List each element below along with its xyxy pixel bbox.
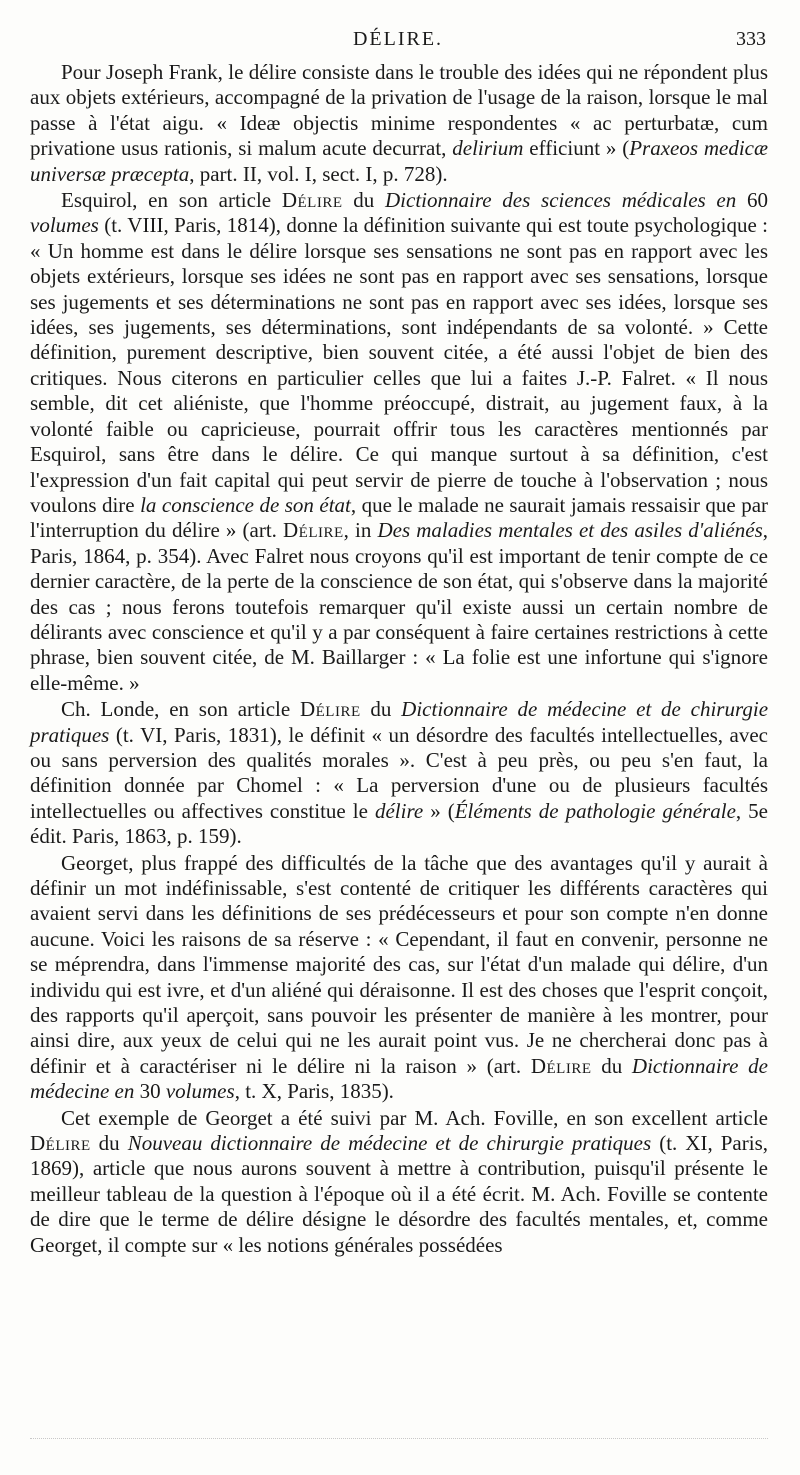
italic-title: Des maladies mentales et des asiles d'aliénés [377, 518, 763, 543]
italic-title: la conscience de son état [140, 492, 351, 517]
text-run: 30 [134, 1079, 166, 1104]
text-run: du [342, 188, 385, 213]
page-number: 333 [736, 28, 766, 50]
text-run: (t. XI, Paris, 1869), article que nous aurons souvent à mettre à contribution, puisqu'il présente le meilleur tableau de la question à l'époque où il a été écrit. M. Ach. Foville se contente de dire que le terme de délire désigne le désordre des facultés mentales, et, comme Georget, il compte sur « les notions générales possédées [30, 1131, 768, 1257]
body-text [30, 60, 768, 1259]
running-head [30, 28, 766, 58]
text-run: du [591, 1053, 632, 1078]
italic-title: Éléments de pathologie générale [454, 798, 736, 823]
paragraph-foville [30, 1106, 768, 1258]
italic-title: Nouveau dictionnaire de médecine et de chirurgie pratiques [127, 1131, 652, 1156]
text-run: (t. VI, Paris, 1831), le définit « un désordre des facultés intellectuelles, avec ou sans perversion des qualités morales ». C'est à peu près, ou peu s'en faut, la définition donnée par Chomel : « La perversion d'une ou de plusieurs facultés intellectuelles ou affectives constitue le [30, 722, 768, 823]
text-run: Ch. Londe, en son article [61, 697, 300, 722]
text-run: , in [343, 518, 378, 543]
paragraph-londe [30, 697, 768, 849]
text-run: , Paris, 1864, p. 354). Avec Falret nous croyons qu'il est important de tenir compte de ce dernier caractère, de la perte de la conscience de son état, qui s'observe dans la majorité des cas ; nous ferons toutefois remarquer qu'il existe aussi un certain nombre de délirants avec conscience et qu'il y a par conséquent à faire certaines restrictions à cette phrase, bien souvent citée, de M. Baillarger : « La folie est une infortune qui s'ignore elle-même. » [30, 518, 768, 695]
text-run: Pour Joseph Frank, le délire consiste dans le trouble des idées qui ne répondent plus aux objets extérieurs, accompagné de la privation de l'usage de la raison, lorsque le mal passe à l'état aigu. « Ideæ objectis minime respondentes « ac perturbatæ, cum privatione usus rationis, si malum acute decurrat, [30, 60, 768, 161]
paragraph-esquirol [30, 188, 768, 696]
italic-title: délire [374, 798, 424, 823]
text-run: efficiunt » ( [523, 136, 630, 161]
text-run: , part. II, vol. I, sect. I, p. 728). [189, 161, 448, 186]
text-run: du [360, 697, 402, 722]
text-run: du [90, 1131, 128, 1156]
text-run: Esquirol, en son article [61, 188, 282, 213]
small-caps-term: Délire [299, 697, 361, 722]
italic-title: Dictionnaire de médecine en [30, 1053, 768, 1104]
italic-title: volumes [165, 1079, 235, 1104]
page-header-title: DÉLIRE. [352, 28, 444, 50]
small-caps-term: Délire [283, 518, 344, 543]
text-run: » ( [423, 798, 455, 823]
italic-title: delirium [452, 136, 524, 161]
text-run: , que le malade ne saurait jamais ressaisir que par l'interruption du délire » (art. [30, 492, 769, 543]
italic-title: Praxeos medicæ universæ præcepta [30, 136, 769, 186]
text-run: 60 [736, 188, 769, 213]
small-caps-term: Délire [530, 1053, 592, 1078]
paragraph-georget [30, 851, 768, 1105]
text-run: (t. VIII, Paris, 1814), donne la définition suivante qui est toute psychologique : « Un homme est dans le délire lorsque ses sensations ne sont pas en rapport avec les objets extérieurs, lorsque ses idées ne sont pas en rapport avec ses sensations, lorsque ses jugements et ses déterminations ne sont pas en rapport avec ses idées, lorsque ses idées, ses jugements, ses déterminations, sont indépendants de sa volonté. » Cette définition, purement descriptive, bien souvent citée, a été aussi l'objet de bien des critiques. Nous citerons en particulier celles que lui a faites J.-P. Falret. « Il nous semble, dit cet aliéniste, que l'homme préoccupé, distrait, au jugement faux, à la volonté faible ou capricieuse, pourrait offrir tous les caractères mentionnés par Esquirol, sans être dans le délire. Ce qui manque surtout à sa définition, c'est l'expression d'un fait capital qui peut servir de pierre de touche à l'observation ; nous voulons dire [30, 213, 768, 517]
text-run: , 5e édit. Paris, 1863, p. 159). [30, 798, 768, 849]
italic-title: volumes [30, 213, 99, 238]
text-run: , t. X, Paris, 1835). [234, 1079, 394, 1104]
small-caps-term: Délire [281, 188, 343, 213]
text-run: Cet exemple de Georget a été suivi par M. Ach. Foville, en son excellent article [61, 1105, 768, 1130]
text-run: Georget, plus frappé des difficultés de la tâche que des avantages qu'il y aurait à définir un mot indéfinissable, s'est contenté de critiquer les différents caractères qui avaient servi dans les définitions de ses prédécesseurs et pour son compte n'en donne aucune. Voici les raisons de sa réserve : « Cependant, il faut en convenir, personne ne se méprendra, dans l'immense majorité des cas, sur l'état d'un malade qui délire, d'un individu qui est ivre, et d'un aliéné qui déraisonne. Il est des choses que l'esprit conçoit, des rapports qu'il aperçoit, sans pouvoir les présenter de manière à les montrer, pour ainsi dire, aux yeux de celui qui ne les aurait point vus. Je ne chercherai donc pas à définir et à caractériser ni le délire ni la raison » (art. [30, 850, 768, 1078]
small-caps-term: Délire [30, 1131, 91, 1156]
paragraph-frank [30, 60, 768, 187]
italic-title: Dictionnaire de médecine et de chirurgie pratiques [30, 697, 769, 747]
italic-title: Dictionnaire des sciences médicales en [385, 188, 737, 213]
footer-dotted-rule [30, 1438, 768, 1440]
